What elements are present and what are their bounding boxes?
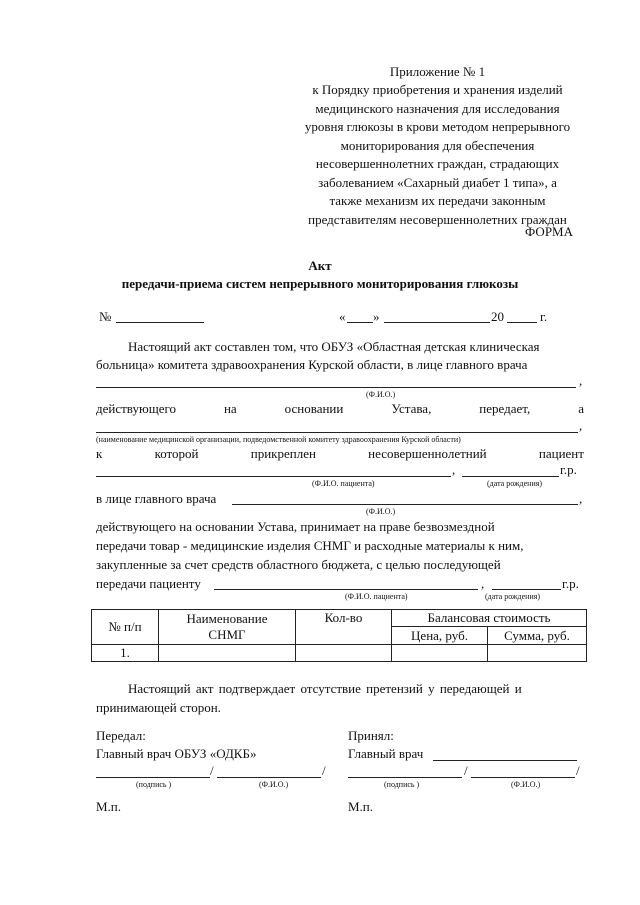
date-quote-close: » xyxy=(373,309,380,324)
act-title: Акт xyxy=(308,258,332,273)
paragraph-2-line-4: передачи пациенту xyxy=(96,576,201,591)
receiver-stamp: М.п. xyxy=(348,799,374,814)
signature-slash: / xyxy=(464,763,468,778)
date-day-field[interactable] xyxy=(347,322,373,323)
appendix-line: заболеванием «Сахарный диабет 1 типа», а xyxy=(318,174,557,190)
patient-fio-caption: (Ф.И.О. пациента) xyxy=(312,479,375,488)
fio-caption: (Ф.И.О.) xyxy=(366,390,396,399)
basis-word: основании xyxy=(284,401,344,416)
receiver-fio-caption: (Ф.И.О.) xyxy=(511,780,541,789)
date-year-suffix: г. xyxy=(540,309,548,324)
sender-signature-field[interactable] xyxy=(96,777,210,778)
paragraph-2-line-3: закупленные за счет средств областного бюджета, с целью последующей xyxy=(96,557,501,572)
comma: , xyxy=(579,491,583,506)
paragraph-1-line-2: больница» комитета здравоохранения Курской области, в лице главного врача xyxy=(96,357,528,372)
receiver-fio-field[interactable] xyxy=(471,777,575,778)
table-cell-sum[interactable] xyxy=(488,645,587,662)
appendix-title: Приложение № 1 xyxy=(389,64,486,79)
column-header-name xyxy=(159,610,296,645)
sender-position: Главный врач ОБУЗ «ОДКБ» xyxy=(96,746,257,761)
appendix-line: уровня глюкозы в крови методом непрерывного xyxy=(304,119,571,134)
act-subtitle: передачи-приема систем непрерывного мониторирования глюкозы xyxy=(121,276,519,291)
paragraph-2-line-1: действующего на основании Устава, принимает на праве безвозмездной xyxy=(96,519,495,534)
sender-sign-caption: (подпись ) xyxy=(136,780,172,789)
column-header-sum: Сумма, руб. xyxy=(488,627,587,645)
receiver-sign-caption: (подпись ) xyxy=(384,780,420,789)
dob-caption: (дата рождения) xyxy=(485,592,541,601)
column-header-name-line: Наименование xyxy=(186,611,268,626)
basis-word: передает, xyxy=(479,401,531,416)
items-table xyxy=(91,609,587,662)
sender-stamp: М.п. xyxy=(96,799,122,814)
attached-word: пациент xyxy=(538,446,584,461)
appendix-line: медицинского назначения для исследования xyxy=(315,100,560,116)
closing-line-1: Настоящий акт подтверждает отсутствие претензий у передающей и xyxy=(128,681,522,696)
table-row xyxy=(92,645,587,662)
receiver-position: Главный врач xyxy=(348,746,424,761)
column-header-balance: Балансовая стоимость xyxy=(392,610,587,627)
comma: , xyxy=(481,576,485,591)
chief-doctor-prefix: в лице главного врача xyxy=(96,491,217,506)
date-year-prefix: 20 xyxy=(491,309,504,324)
paragraph-2-line-2: передачи товар - медицинские изделия СНМГ и расходные материалы к ним, xyxy=(96,538,524,553)
comma: , xyxy=(452,462,456,477)
year-of-birth-abbr: г.р. xyxy=(562,576,579,591)
transfer-patient-dob-field[interactable] xyxy=(492,589,561,590)
table-cell-qty[interactable] xyxy=(296,645,392,662)
attached-line xyxy=(96,446,584,462)
signature-slash: / xyxy=(576,763,580,778)
appendix-line: несовершеннолетних граждан, страдающих xyxy=(315,156,560,171)
attached-word: прикреплен xyxy=(250,446,316,461)
patient-fio-caption: (Ф.И.О. пациента) xyxy=(345,592,408,601)
sender-fio-caption: (Ф.И.О.) xyxy=(259,780,289,789)
table-cell-num: 1. xyxy=(92,645,159,662)
appendix-line: также механизм их передачи законным xyxy=(329,193,546,208)
attached-word: к xyxy=(96,446,103,461)
basis-word: а xyxy=(578,401,584,416)
year-of-birth-abbr: г.р. xyxy=(560,462,577,477)
form-label: ФОРМА xyxy=(525,224,573,239)
appendix-description xyxy=(300,81,575,229)
act-number-sign: № xyxy=(99,309,112,324)
column-header-num: № п/п xyxy=(92,610,159,645)
sender-fio-field[interactable] xyxy=(217,777,321,778)
column-header-name-line: СНМГ xyxy=(208,627,246,642)
column-header-qty: Кол-во xyxy=(296,610,392,645)
receiver-signature-field[interactable] xyxy=(348,777,462,778)
organization-caption: (наименование медицинской организации, подведомственной комитету здравоохранения Курской области) xyxy=(96,435,461,444)
paragraph-1-line-1: Настоящий акт составлен том, что ОБУЗ «Областная детская клиническая xyxy=(128,339,540,354)
date-quote-open: « xyxy=(339,309,346,324)
closing-line-2: принимающей сторон. xyxy=(96,700,221,715)
signature-slash: / xyxy=(210,763,214,778)
patient-fio-field[interactable] xyxy=(96,476,451,477)
basis-word: на xyxy=(223,401,237,416)
comma: , xyxy=(579,373,583,388)
receiver-position-field[interactable] xyxy=(433,760,577,761)
fio-caption: (Ф.И.О.) xyxy=(366,507,396,516)
appendix-line: мониторирования для обеспечения xyxy=(340,137,535,153)
transfer-patient-fio-field[interactable] xyxy=(214,589,478,590)
table-cell-name[interactable] xyxy=(159,645,296,662)
date-month-field[interactable] xyxy=(384,322,490,323)
receiver-label: Принял: xyxy=(348,728,394,743)
chief-doctor-fio-field[interactable] xyxy=(96,387,576,388)
sender-label: Передал: xyxy=(96,728,146,743)
receiver-chief-doctor-field[interactable] xyxy=(232,504,578,505)
attached-word: несовершеннолетний xyxy=(368,446,487,461)
date-year-field[interactable] xyxy=(507,322,537,323)
appendix-line: представителям несовершеннолетних граждан xyxy=(308,211,567,227)
patient-dob-field[interactable] xyxy=(462,476,559,477)
comma: , xyxy=(579,418,583,433)
column-header-price: Цена, руб. xyxy=(392,627,488,645)
attached-word: которой xyxy=(154,446,199,461)
organization-field[interactable] xyxy=(96,432,578,433)
act-number-field[interactable] xyxy=(116,322,204,323)
dob-caption: (дата рождения) xyxy=(487,479,543,488)
table-cell-price[interactable] xyxy=(392,645,488,662)
appendix-line: к Порядку приобретения и хранения изделий xyxy=(312,82,563,97)
signature-slash: / xyxy=(322,763,326,778)
basis-word: Устава, xyxy=(391,401,432,416)
basis-line xyxy=(96,401,584,417)
basis-word: действующего xyxy=(96,401,176,416)
